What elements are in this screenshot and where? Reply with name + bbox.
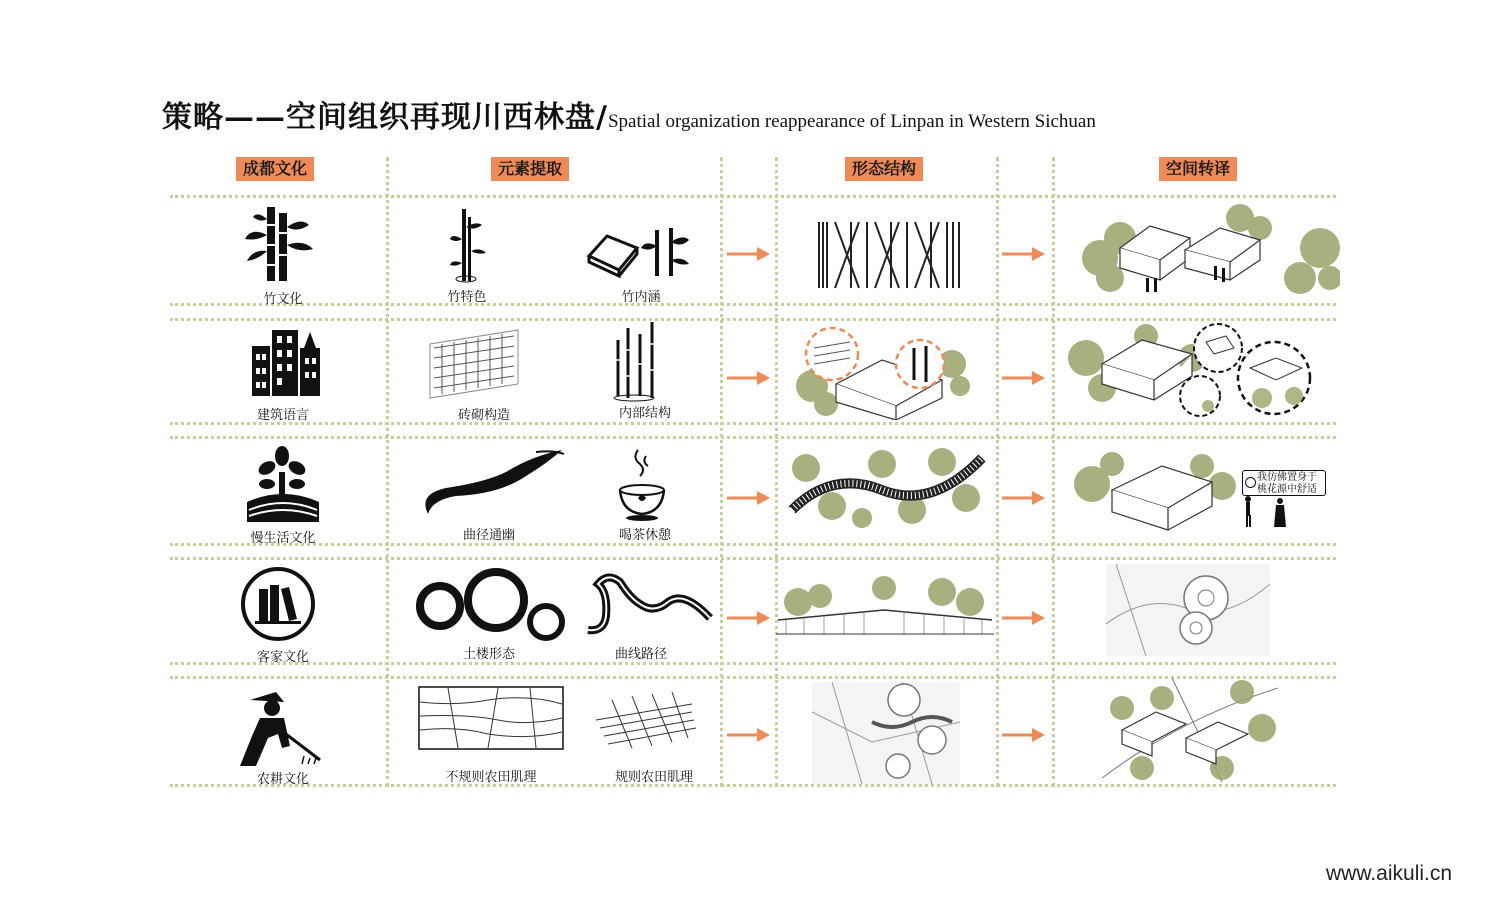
space-site-plan — [1106, 564, 1270, 656]
arrow-icon — [1002, 368, 1046, 388]
arrow-icon — [727, 608, 771, 628]
label-regular-field: 规则农田肌理 — [614, 770, 694, 785]
title-zh: 策略——空间组织再现川西林盘/ — [162, 100, 608, 135]
form-path-illustration — [782, 440, 988, 532]
space-life-illustration — [1072, 450, 1242, 534]
callout-line2: 桃花源中舒适 — [1257, 484, 1317, 495]
people-silhouette-icon — [1240, 495, 1300, 531]
label-tea: 喝茶休憩 — [618, 528, 672, 543]
grid-line — [170, 303, 1336, 306]
title-en: Spatial organization reappearance of Linpan in Western Sichuan — [607, 111, 1096, 132]
label-internal: 内部结构 — [618, 406, 672, 421]
smile-icon — [1245, 477, 1256, 488]
label-tulou: 土楼形态 — [462, 647, 516, 662]
label-architecture: 建筑语言 — [256, 408, 310, 423]
header-space: 空间转译 — [1159, 157, 1237, 181]
grid-line — [170, 557, 1336, 560]
page-title — [162, 92, 1096, 136]
callout-line1: 我仿佛置身于 — [1257, 472, 1317, 483]
label-farming: 农耕文化 — [256, 772, 310, 787]
label-hakka: 客家文化 — [256, 650, 310, 665]
grid-line — [170, 662, 1336, 665]
arrow-icon — [727, 244, 771, 264]
grid-line — [170, 422, 1336, 425]
curve-path-icon — [584, 570, 714, 636]
brick-pattern-icon — [428, 328, 520, 400]
arrow-icon — [1002, 244, 1046, 264]
grid-line — [170, 436, 1336, 439]
tea-cup-icon — [616, 446, 668, 522]
internal-structure-icon — [612, 320, 662, 402]
grid-line — [720, 157, 723, 787]
grid-line — [386, 157, 389, 787]
grid-line — [1052, 157, 1055, 787]
buildings-icon — [250, 326, 322, 398]
header-culture: 成都文化 — [236, 157, 314, 181]
tree-life-icon — [245, 446, 321, 524]
label-slow-life: 慢生活文化 — [250, 531, 316, 546]
label-winding: 曲径通幽 — [462, 528, 516, 543]
label-irregular-field: 不规则农田肌理 — [445, 770, 537, 785]
label-brick: 砖砌构造 — [457, 408, 511, 423]
tulou-circles-icon — [414, 566, 568, 642]
frame-structure-icon — [815, 220, 965, 290]
books-circle-icon — [239, 565, 317, 643]
bamboo-feature-icon — [448, 207, 488, 283]
form-architecture-illustration — [792, 324, 972, 420]
book-bamboo-icon — [585, 226, 691, 280]
arrow-icon — [1002, 608, 1046, 628]
form-farm-plan — [812, 682, 960, 784]
header-elements: 元素提取 — [491, 157, 569, 181]
space-bamboo-illustration — [1080, 198, 1340, 302]
form-building-elevation — [774, 574, 996, 644]
arrow-icon — [727, 725, 771, 745]
speech-callout — [1242, 470, 1326, 496]
arrow-icon — [1002, 725, 1046, 745]
winding-path-icon — [416, 446, 566, 520]
arrow-icon — [1002, 488, 1046, 508]
label-bamboo-feature: 竹特色 — [447, 290, 487, 305]
regular-field-icon — [592, 690, 698, 750]
grid-line — [170, 543, 1336, 546]
arrow-icon — [727, 368, 771, 388]
header-form: 形态结构 — [845, 157, 923, 181]
grid-line — [170, 784, 1336, 787]
label-bamboo-meaning: 竹内涵 — [621, 290, 661, 305]
grid-line — [996, 157, 999, 787]
label-curve-path: 曲线路径 — [614, 647, 668, 662]
grid-line — [775, 157, 778, 787]
space-architecture-illustration — [1062, 318, 1320, 420]
space-farm-illustration — [1102, 678, 1278, 782]
farmer-icon — [238, 688, 324, 770]
irregular-field-icon — [418, 686, 564, 750]
bamboo-culture-icon — [243, 205, 318, 283]
label-bamboo-culture: 竹文化 — [263, 292, 303, 307]
arrow-icon — [727, 488, 771, 508]
watermark: www.aikuli.cn — [1326, 862, 1453, 885]
